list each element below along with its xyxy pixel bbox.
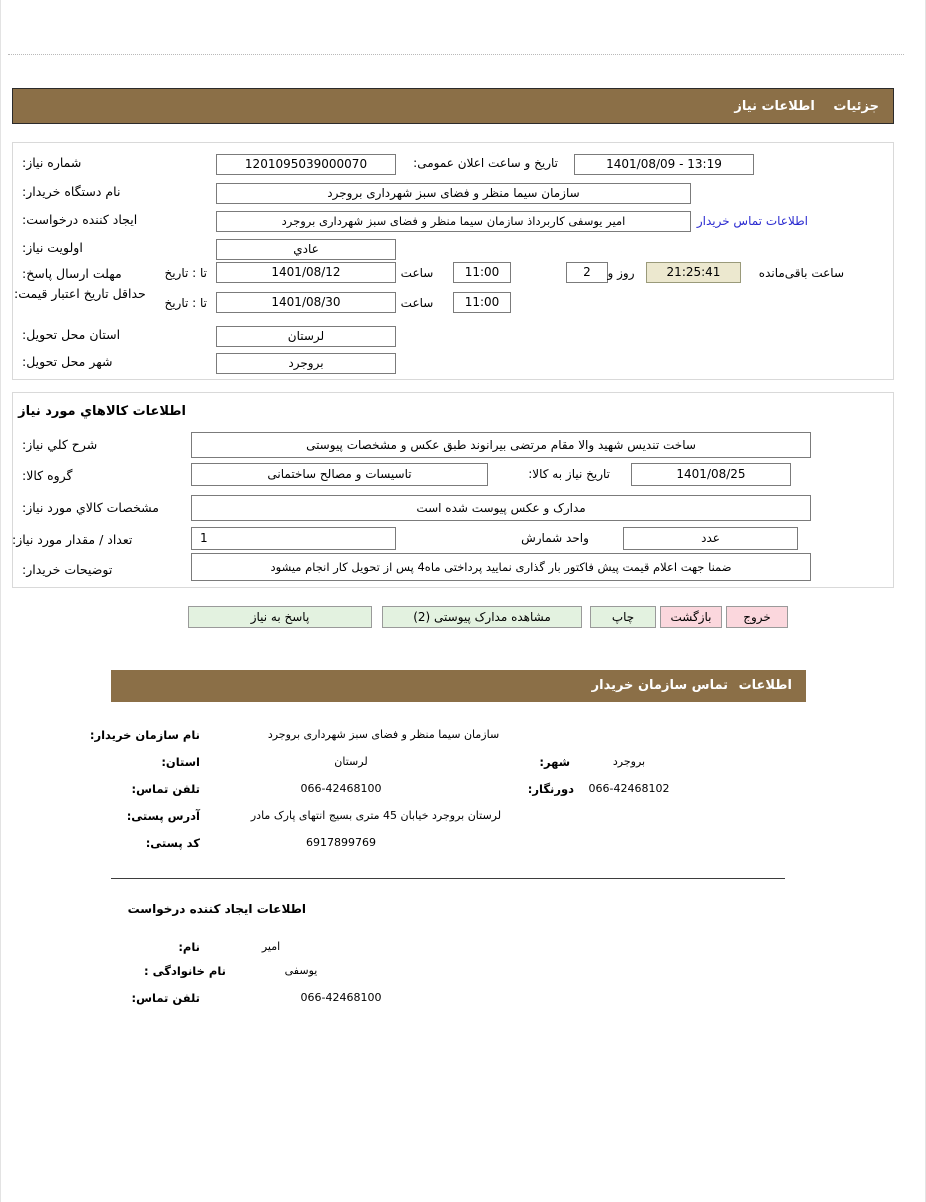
priority-value: عادي — [216, 239, 396, 260]
need-details-header-bar — [12, 88, 894, 124]
price-validity-label: حداقل تاریخ اعتبار قیمت: — [14, 286, 146, 301]
general-desc-value: ساخت تندیس شهید والا مقام مرتضی بیرانوند طبق عکس و مشخصات پیوستی — [191, 432, 811, 458]
print-button[interactable]: چاپ — [590, 606, 656, 628]
delivery-city-label: شهر محل تحویل: — [22, 354, 113, 369]
buyer-notes-label: توضیحات خریدار: — [22, 562, 113, 577]
delivery-province-label: استان محل تحویل: — [22, 327, 121, 342]
reply-deadline-hour-label: ساعت — [400, 266, 434, 280]
announce-datetime-value: 1401/08/09 - 13:19 — [574, 154, 754, 175]
contact-bar-title-b: تماس سازمان خریدار — [591, 678, 729, 693]
city-value: بروجرد — [612, 755, 646, 768]
city-label: شهر: — [539, 755, 570, 769]
creator-last-name-label: نام خانوادگی : — [144, 964, 226, 978]
creator-phone-label: تلفن تماس: — [131, 991, 200, 1005]
price-validity-until-label: تا : تاریخ — [164, 296, 207, 310]
row-buyer-org — [16, 184, 186, 199]
province-label: استان: — [161, 755, 200, 769]
fax-value: 066-42468102 — [588, 782, 670, 795]
need-number-label: شماره نیاز: — [22, 155, 82, 170]
phone-label: تلفن تماس: — [131, 782, 200, 796]
province-value: لرستان — [334, 755, 368, 768]
unit-label: واحد شمارش — [521, 531, 589, 545]
fax-label: دورنگار: — [527, 782, 574, 796]
reply-deadline-hour: 11:00 — [453, 262, 511, 283]
row-buyer-notes — [16, 562, 186, 577]
announce-datetime-label: تاریخ و ساعت اعلان عمومی: — [413, 156, 558, 170]
group-value: تاسیسات و مصالح ساختمانی — [191, 463, 488, 486]
days-remaining-label: روز و — [607, 266, 635, 280]
goods-section-title: اطلاعات کالاهاي مورد نیاز — [18, 404, 186, 419]
org-name-value: سازمان سیما منظر و فضای سبز شهرداری بروجرد — [267, 728, 500, 741]
tab-details[interactable]: جزئیات — [833, 99, 879, 114]
price-validity-date: 1401/08/30 — [216, 292, 396, 313]
delivery-province-value: لرستان — [216, 326, 396, 347]
reply-to-need-button[interactable]: پاسخ به نیاز — [188, 606, 372, 628]
creator-first-name-value: امیر — [261, 940, 281, 953]
creator-value: امیر یوسفی کاربرداذ سازمان سیما منظر و فضای سبز شهرداری بروجرد — [216, 211, 691, 232]
address-label: آدرس پستی: — [126, 809, 200, 823]
unit-value: عدد — [623, 527, 798, 550]
buyer-org-label: نام دستگاه خریدار: — [22, 184, 121, 199]
buyer-contact-header-bar — [111, 670, 806, 702]
creator-first-name-label: نام: — [178, 940, 200, 954]
row-need-number — [16, 155, 186, 170]
need-number-value: 1201095039000070 — [216, 154, 396, 175]
view-attachments-button[interactable]: مشاهده مدارک پیوستی (2) — [382, 606, 582, 628]
buyer-contact-link[interactable]: اطلاعات تماس خریدار — [696, 214, 808, 228]
action-button-bar — [0, 606, 926, 630]
row-delivery-city — [16, 354, 186, 369]
row-quantity — [6, 532, 186, 547]
days-remaining-value: 2 — [566, 262, 608, 283]
quantity-label: تعداد / مقدار مورد نیاز: — [12, 532, 133, 547]
address-value: لرستان بروجرد خیابان 45 متری بسیج انتهای پارک مادر — [250, 809, 502, 822]
reply-deadline-until-label: تا : تاریخ — [164, 266, 207, 280]
creator-section-title: اطلاعات ایجاد کننده درخواست — [127, 902, 306, 916]
reply-deadline-label: مهلت ارسال پاسخ: — [22, 266, 122, 281]
row-creator — [16, 212, 186, 227]
buyer-org-value: سازمان سیما منظر و فضای سبز شهرداری بروجرد — [216, 183, 691, 204]
need-date-value: 1401/08/25 — [631, 463, 791, 486]
time-remaining-value: 21:25:41 — [646, 262, 741, 283]
priority-label: اولویت نیاز: — [22, 240, 83, 255]
buyer-notes-value: ضمنا جهت اعلام قیمت پیش فاکتور بار گذاری نمایید پرداختی ماه4 پس از تحویل کار انجام میشود — [191, 553, 811, 581]
price-validity-hour: 11:00 — [453, 292, 511, 313]
reply-deadline-date: 1401/08/12 — [216, 262, 396, 283]
row-delivery-province — [16, 327, 186, 342]
group-label: گروه کالا: — [22, 468, 73, 483]
phone-value: 066-42468100 — [300, 782, 382, 795]
time-remaining-label: ساعت باقی‌مانده — [758, 266, 844, 280]
creator-last-name-value: یوسفی — [284, 964, 318, 977]
need-date-label: تاریخ نیاز به کالا: — [528, 467, 610, 481]
quantity-value: 1 — [191, 527, 396, 550]
row-priority — [16, 240, 186, 255]
specs-label: مشخصات کالاي مورد نیاز: — [22, 500, 159, 515]
page-edge-rule-left — [0, 0, 1, 1202]
delivery-city-value: بروجرد — [216, 353, 396, 374]
tab-need-info[interactable]: اطلاعات نیاز — [734, 99, 815, 114]
specs-value: مدارک و عکس پیوست شده است — [191, 495, 811, 521]
row-general-desc — [16, 437, 186, 452]
row-goods-group — [16, 468, 186, 483]
contact-bar-title-a: اطلاعات — [738, 678, 792, 693]
creator-phone-value: 066-42468100 — [300, 991, 382, 1004]
row-specs — [16, 500, 186, 515]
postal-code-label: کد پستی: — [145, 836, 200, 850]
postal-code-value: 6917899769 — [306, 836, 376, 849]
contact-creator-separator — [111, 878, 785, 879]
top-dotted-divider — [8, 54, 904, 56]
exit-button[interactable]: خروج — [726, 606, 788, 628]
creator-label: ایجاد کننده درخواست: — [22, 212, 138, 227]
price-validity-hour-label: ساعت — [400, 296, 434, 310]
back-button[interactable]: بازگشت — [660, 606, 722, 628]
org-name-label: نام سازمان خریدار: — [89, 728, 200, 742]
general-desc-label: شرح کلي نیاز: — [22, 437, 98, 452]
need-info-panel — [12, 142, 894, 380]
